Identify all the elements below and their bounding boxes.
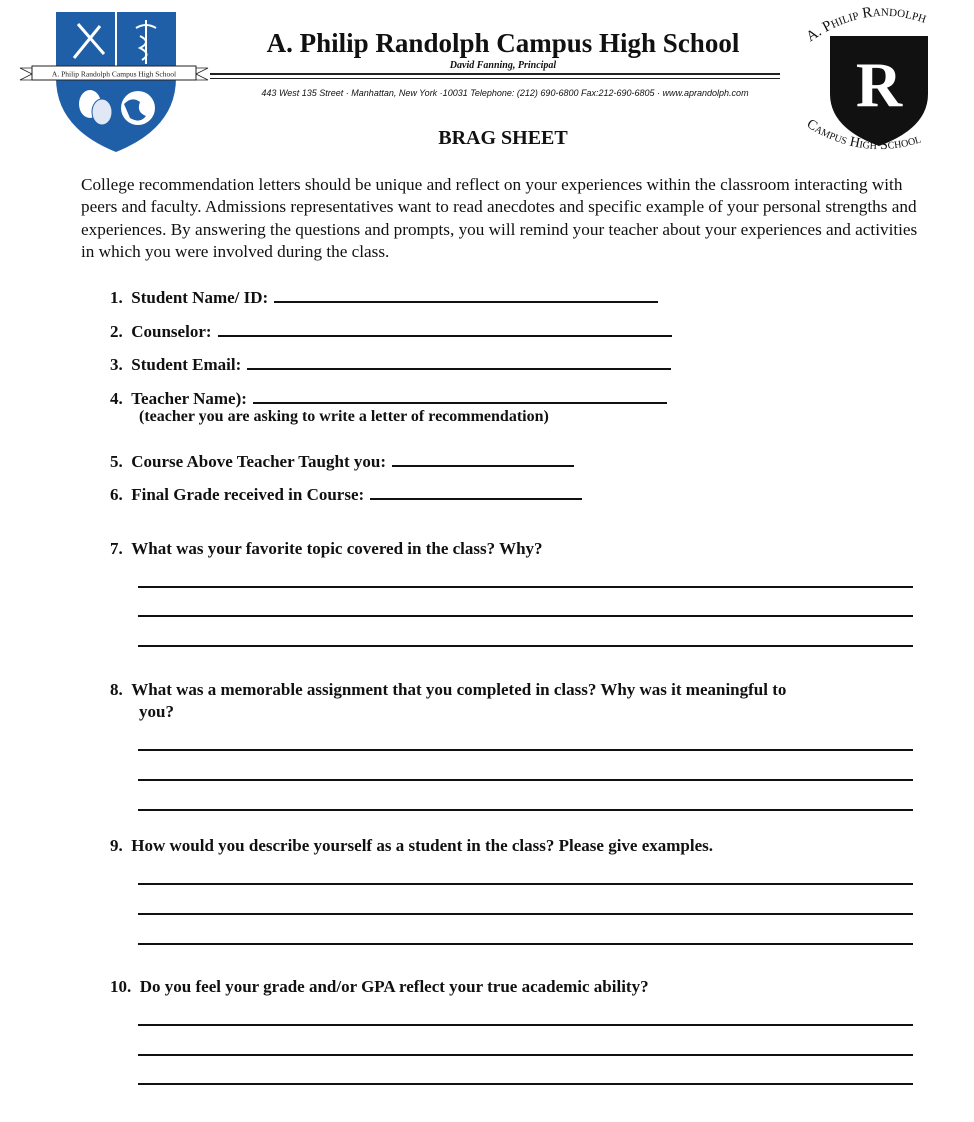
question-text: How would you describe yourself as a student in the class? Please give examples. <box>131 836 714 855</box>
question-8-continued: you? <box>139 702 174 721</box>
form-title: BRAG SHEET <box>438 127 568 149</box>
field-counselor: 2. Counselor: <box>110 320 672 342</box>
r-emblem-logo <box>800 2 956 162</box>
answer-line[interactable] <box>138 913 913 915</box>
field-label: Student Name/ ID: <box>131 288 269 307</box>
field-course: 5. Course Above Teacher Taught you: <box>110 450 574 472</box>
field-label: Final Grade received in Course: <box>131 485 365 504</box>
field-student-name: 1. Student Name/ ID: <box>110 286 658 308</box>
emblem-letter: R <box>855 49 903 120</box>
field-teacher-name: 4. Teacher Name): <box>110 387 667 409</box>
header-rule-thin <box>210 78 780 79</box>
question-7: 7. What was your favorite topic covered in the class? Why? <box>110 539 543 558</box>
school-address: 443 West 135 Street · Manhattan, New York ·10031 Telephone: (212) 690-6800 Fax:212-690-6805 · www.aprandolph.com <box>261 88 749 98</box>
counselor-input[interactable] <box>218 320 672 337</box>
emblem-bottom-text: Campus High School <box>803 116 923 154</box>
answer-line[interactable] <box>138 883 913 885</box>
answer-line[interactable] <box>138 1083 913 1085</box>
field-student-email: 3. Student Email: <box>110 353 671 375</box>
answer-line[interactable] <box>138 586 913 588</box>
emblem-top-text: A. Philip Randolph <box>803 3 929 46</box>
intro-paragraph: College recommendation letters should be unique and reflect on your experiences within the classroom interacting with peers and faculty. Admissions representatives want to read anecdotes and specific example of your personal strengths and experiences. By answering the questions and prompts, you will remind your teacher about your experiences and activities in which you were involved during the class. <box>81 175 918 261</box>
question-10: 10. Do you feel your grade and/or GPA reflect your true academic ability? <box>110 977 649 996</box>
question-8: 8. What was a memorable assignment that you completed in class? Why was it meaningful to <box>110 680 787 699</box>
answer-line[interactable] <box>138 943 913 945</box>
answer-line[interactable] <box>138 749 913 751</box>
principal-name: David Fanning, Principal <box>449 60 557 71</box>
school-title: A. Philip Randolph Campus High School <box>266 28 740 58</box>
teacher-name-note: (teacher you are asking to write a letter of recommendation) <box>139 408 549 425</box>
question-text: What was a memorable assignment that you completed in class? Why was it meaningful to <box>131 680 787 699</box>
field-label: Course Above Teacher Taught you: <box>131 452 386 471</box>
student-name-input[interactable] <box>274 286 658 303</box>
student-email-input[interactable] <box>247 353 671 370</box>
answer-line[interactable] <box>138 615 913 617</box>
answer-line[interactable] <box>138 645 913 647</box>
answer-line[interactable] <box>138 809 913 811</box>
field-label: Counselor: <box>131 322 212 341</box>
question-9: 9. How would you describe yourself as a student in the class? Please give examples. <box>110 836 714 855</box>
globe-icon <box>121 91 155 125</box>
school-crest-logo <box>18 8 210 154</box>
field-final-grade: 6. Final Grade received in Course: <box>110 483 582 505</box>
answer-line[interactable] <box>138 779 913 781</box>
final-grade-input[interactable] <box>370 483 582 500</box>
crest-banner-text: A. Philip Randolph Campus High School <box>51 69 177 79</box>
course-input[interactable] <box>392 450 574 467</box>
question-text: Do you feel your grade and/or GPA reflect your true academic ability? <box>139 977 649 996</box>
question-text: What was your favorite topic covered in the class? Why? <box>131 539 543 558</box>
header-rule <box>210 73 780 75</box>
field-label: Student Email: <box>131 355 242 374</box>
field-label: Teacher Name): <box>131 389 247 408</box>
answer-line[interactable] <box>138 1024 913 1026</box>
teacher-name-input[interactable] <box>253 387 667 404</box>
answer-line[interactable] <box>138 1054 913 1056</box>
